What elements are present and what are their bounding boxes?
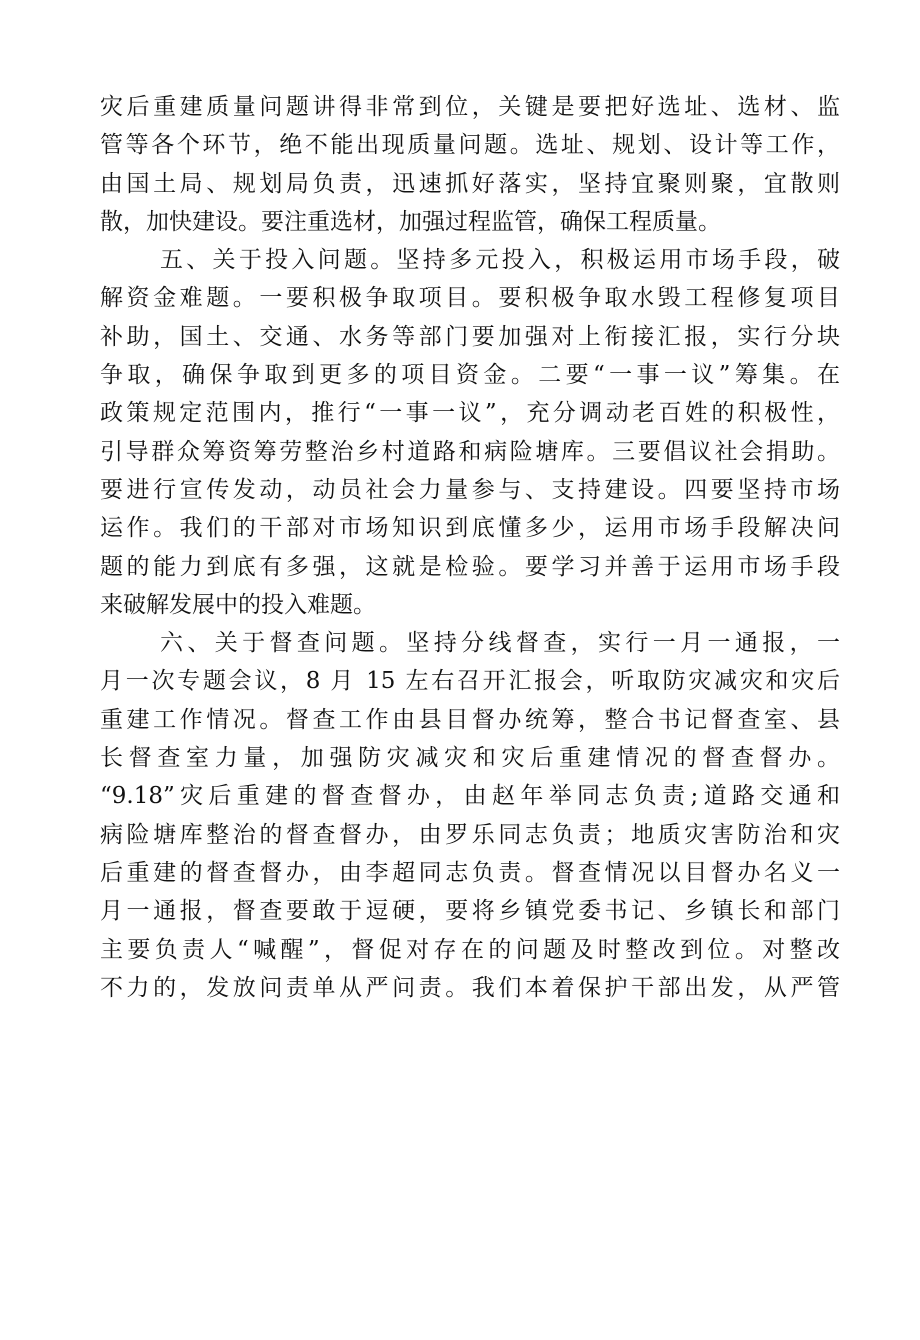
text-line: 解资金难题。一要积极争取项目。要积极争取水毁工程修复项目 xyxy=(100,285,840,312)
text-line: 主要负责人“喊醒”，督促对存在的问题及时整改到位。对整改 xyxy=(100,936,840,963)
text-line: 不力的，发放问责单从严问责。我们本着保护干部出发，从严管 xyxy=(100,974,840,1001)
text-line: 补助，国土、交通、水务等部门要加强对上衔接汇报，实行分块 xyxy=(100,323,840,350)
text-line: 散，加快建设。要注重选材，加强过程监管，确保工程质量。 xyxy=(100,208,721,235)
text-line: 运作。我们的干部对市场知识到底懂多少，运用市场手段解决问 xyxy=(100,515,840,542)
text-line: “9.18”灾后重建的督查督办，由赵年举同志负责;道路交通和 xyxy=(100,783,840,810)
text-line: 重建工作情况。督查工作由县目督办统筹，整合书记督查室、县 xyxy=(100,706,840,733)
text-line: 月一次专题会议，8 月 15 左右召开汇报会，听取防灾减灾和灾后 xyxy=(100,668,840,695)
paragraph-2 xyxy=(100,241,840,624)
text-line: 引导群众筹资筹劳整治乡村道路和病险塘库。三要倡议社会捐助。 xyxy=(100,438,840,465)
text-line: 月一通报，督查要敢于逗硬，要将乡镇党委书记、乡镇长和部门 xyxy=(100,898,840,925)
paragraph-3 xyxy=(100,624,840,1007)
text-line: 后重建的督查督办，由李超同志负责。督查情况以目督办名义一 xyxy=(100,859,840,886)
text-line: 管等各个环节，绝不能出现质量问题。选址、规划、设计等工作， xyxy=(100,132,840,159)
document-body xyxy=(100,88,840,1007)
text-line: 五、关于投入问题。坚持多元投入，积极运用市场手段，破 xyxy=(160,247,840,274)
text-line: 六、关于督查问题。坚持分线督查，实行一月一通报，一 xyxy=(160,630,840,657)
text-line: 争取，确保争取到更多的项目资金。二要“一事一议”筹集。在 xyxy=(100,362,840,389)
text-line: 灾后重建质量问题讲得非常到位，关键是要把好选址、选材、监 xyxy=(100,94,840,120)
text-line: 要进行宣传发动，动员社会力量参与、支持建设。四要坚持市场 xyxy=(100,476,840,503)
text-line: 长督查室力量，加强防灾减灾和灾后重建情况的督查督办。 xyxy=(100,745,840,772)
text-line: 题的能力到底有多强，这就是检验。要学习并善于运用市场手段 xyxy=(100,553,840,580)
paragraph-1 xyxy=(100,88,840,241)
text-line: 来破解发展中的投入难题。 xyxy=(100,591,376,618)
text-line: 病险塘库整治的督查督办，由罗乐同志负责；地质灾害防治和灾 xyxy=(100,821,840,848)
text-line: 由国土局、规划局负责，迅速抓好落实，坚持宜聚则聚，宜散则 xyxy=(100,170,840,197)
text-line: 政策规定范围内，推行“一事一议”，充分调动老百姓的积极性， xyxy=(100,400,840,427)
